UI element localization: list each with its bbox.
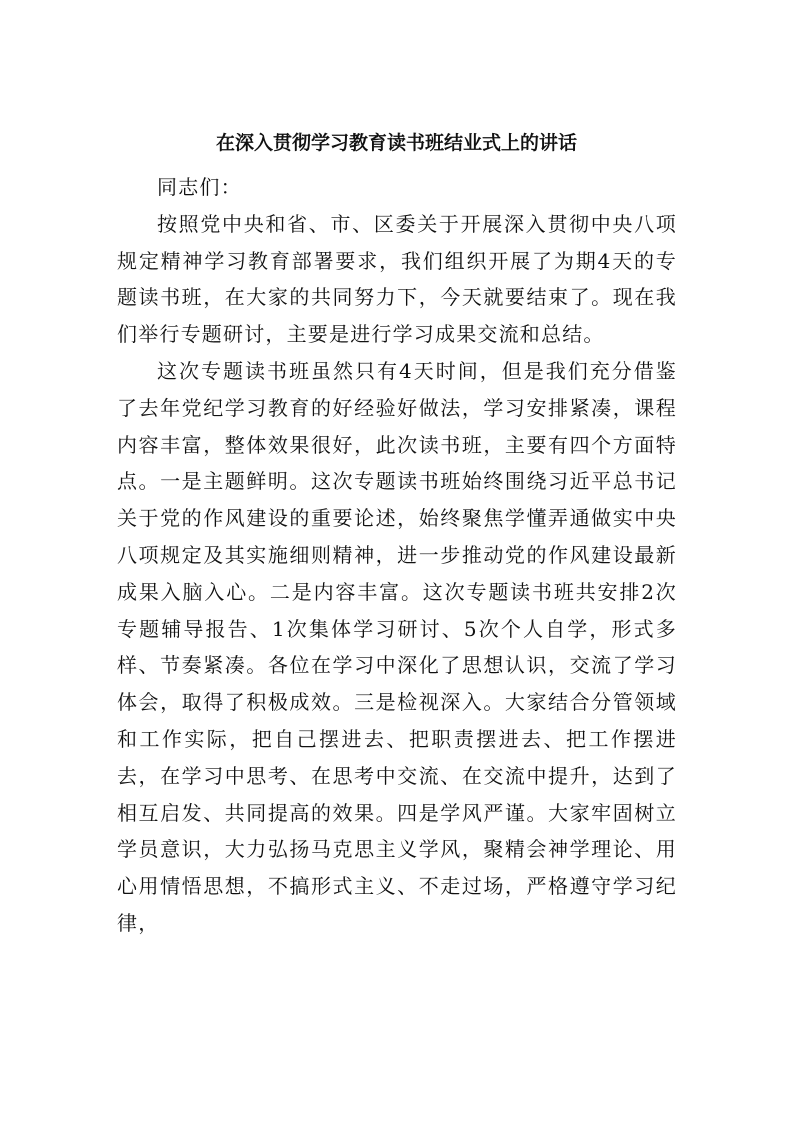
paragraph-2: 这次专题读书班虽然只有4天时间，但是我们充分借鉴了去年党纪学习教育的好经验好做法，学习安排紧凑，课程内容丰富，整体效果很好，此次读书班，主要有四个方面特点。一是主题鲜明。这次专题读书班始终围绕习近平总书记关于党的作风建设的重要论述，始终聚焦学懂弄通做实中央八项规定及其实施细则精神，进一步推动党的作风建设最新成果入脑入心。二是内容丰富。这次专题读书班共安排2次专题辅导报告、1次集体学习研讨、5次个人自学，形式多样、节奏紧凑。各位在学习中深化了思想认识，交流了学习体会，取得了积极成效。三是检视深入。大家结合分管领域和工作实际，把自己摆进去、把职责摆进去、把工作摆进去，在学习中思考、在思考中交流、在交流中提升，达到了相互启发、共同提高的效果。四是学风严谨。大家牢固树立学员意识，大力弘扬马克思主义学风，聚精会神学理论、用心用情悟思想，不搞形式主义、不走过场，严格遵守学习纪律， (117, 358, 677, 935)
document-title: 在深入贯彻学习教育读书班结业式上的讲话 (215, 132, 577, 154)
document-body (117, 169, 677, 942)
salutation: 同志们： (157, 175, 242, 199)
paragraph-1: 按照党中央和省、市、区委关于开展深入贯彻中央八项规定精神学习教育部署要求，我们组织开展了为期4天的专题读书班，在大家的共同努力下，今天就要结束了。现在我们举行专题研讨，主要是进行学习成果交流和总结。 (117, 211, 677, 347)
